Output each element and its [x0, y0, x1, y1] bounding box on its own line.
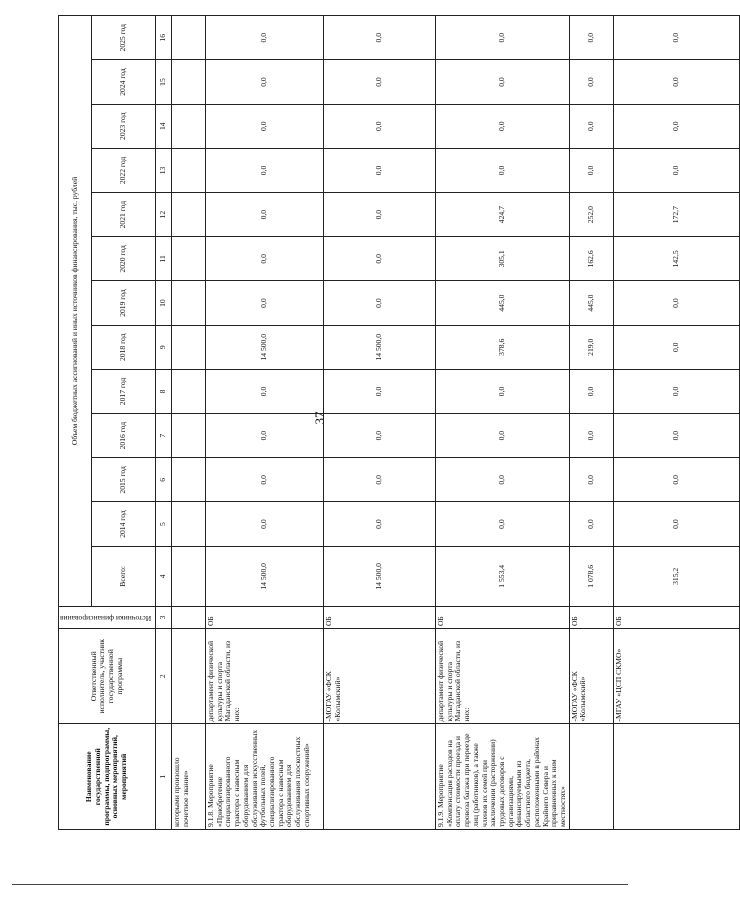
row-year-value-cell: 219,0 [569, 325, 613, 369]
row-year-value-cell: 0,0 [205, 502, 323, 546]
row-year-value-cell: 0,0 [205, 148, 323, 192]
row-year-value-cell: 0,0 [323, 16, 435, 60]
row-year-value-cell: 0,0 [569, 369, 613, 413]
row-year-value-cell: 0,0 [435, 414, 569, 458]
table-row [435, 16, 569, 830]
column-number: 7 [155, 414, 171, 458]
row-executor-cell: -МОГАУ «ФСК «Колымский» [323, 629, 435, 724]
row-year-value-cell: 0,0 [435, 458, 569, 502]
row-year-value-cell: 0,0 [323, 193, 435, 237]
row-year-value-cell: 172,7 [613, 193, 739, 237]
row-year-value-cell: 162,6 [569, 237, 613, 281]
row-name-cell: которыми произошло почетное звание» [171, 724, 205, 830]
row-year-value-cell: 0,0 [435, 148, 569, 192]
column-number: 14 [155, 104, 171, 148]
column-number: 12 [155, 193, 171, 237]
row-source-cell: ОБ [613, 606, 739, 628]
rotated-table-wrapper [58, 15, 680, 830]
row-executor-cell [171, 629, 205, 724]
column-number: 8 [155, 369, 171, 413]
row-year-value-cell: 445,0 [569, 281, 613, 325]
row-year-value-cell: 0,0 [569, 148, 613, 192]
row-year-value-cell: 0,0 [613, 148, 739, 192]
row-year-value-cell: 0,0 [435, 60, 569, 104]
column-number: 10 [155, 281, 171, 325]
page-number: 37 [312, 411, 327, 425]
header-source-label: Источники финансирования [60, 613, 152, 623]
row-year-value-cell: 0,0 [569, 502, 613, 546]
row-year-value-cell: 0,0 [205, 16, 323, 60]
table-row [613, 16, 739, 830]
row-year-value-cell: 0,0 [569, 414, 613, 458]
row-year-value-cell [171, 104, 205, 148]
row-year-value-cell: 0,0 [323, 281, 435, 325]
row-year-value-cell: 0,0 [323, 502, 435, 546]
row-year-value-cell: 252,0 [569, 193, 613, 237]
financing-table [58, 15, 740, 830]
row-year-value-cell [171, 193, 205, 237]
row-year-value-cell: 0,0 [205, 193, 323, 237]
row-year-value-cell: 0,0 [613, 60, 739, 104]
row-year-value-cell: 0,0 [323, 237, 435, 281]
header-year: 2018 год [92, 325, 156, 369]
table-row [323, 16, 435, 830]
row-year-value-cell [171, 369, 205, 413]
header-year: 2022 год [92, 148, 156, 192]
header-source [59, 606, 156, 628]
column-number: 16 [155, 16, 171, 60]
row-year-value-cell: 0,0 [613, 281, 739, 325]
row-year-value-cell: 14 500,0 [323, 325, 435, 369]
row-name-cell [323, 724, 435, 830]
row-year-value-cell [171, 458, 205, 502]
header-executor: Ответственный исполнитель, участник государственной программы [59, 629, 156, 724]
table-row [569, 16, 613, 830]
row-year-value-cell: 0,0 [205, 458, 323, 502]
row-year-value-cell: 0,0 [323, 148, 435, 192]
row-year-value-cell: 0,0 [569, 458, 613, 502]
row-executor-cell: департамент физической культуры и спорта Магаданской области, из них: [435, 629, 569, 724]
row-year-value-cell: 0,0 [205, 60, 323, 104]
row-year-value-cell [171, 148, 205, 192]
column-number: 13 [155, 148, 171, 192]
row-total-cell [171, 546, 205, 606]
row-year-value-cell: 305,1 [435, 237, 569, 281]
column-number: 6 [155, 458, 171, 502]
table-row [171, 16, 205, 830]
column-number: 5 [155, 502, 171, 546]
row-year-value-cell: 0,0 [323, 369, 435, 413]
row-name-cell: 9.1.9. Мероприятие «Компенсация расходов на оплату стоимости проезда и провоза багажа при переезде лиц (работников), а также членов их семей при заключении (расторжении) трудовых договоров с организациями, финансируемыми из областного бюджета, расположенными в районах Крайнего Севера и приравненных к ним местностях» [435, 724, 569, 830]
header-year: 2017 год [92, 369, 156, 413]
row-year-value-cell: 0,0 [569, 60, 613, 104]
row-name-cell [569, 724, 613, 830]
row-year-value-cell: 0,0 [435, 502, 569, 546]
header-year: 2021 год [92, 193, 156, 237]
row-executor-cell: департамент физической культуры и спорта Магаданской области, из них: [205, 629, 323, 724]
header-year: 2025 год [92, 16, 156, 60]
header-year: 2016 год [92, 414, 156, 458]
row-year-value-cell: 0,0 [205, 237, 323, 281]
row-year-value-cell: 0,0 [613, 414, 739, 458]
row-year-value-cell [171, 325, 205, 369]
row-year-value-cell: 0,0 [323, 60, 435, 104]
row-year-value-cell [171, 281, 205, 325]
column-number: 9 [155, 325, 171, 369]
row-year-value-cell: 0,0 [613, 325, 739, 369]
column-number: 15 [155, 60, 171, 104]
row-year-value-cell: 0,0 [323, 414, 435, 458]
row-source-cell: ОБ [569, 606, 613, 628]
row-year-value-cell: 0,0 [205, 104, 323, 148]
header-row-1 [59, 16, 92, 830]
header-volume: Объем бюджетных ассигнований и иных источников финансирования, тыс. рублей [59, 16, 92, 607]
row-year-value-cell: 14 500,0 [205, 325, 323, 369]
column-number: 3 [155, 606, 171, 628]
header-year: 2020 год [92, 237, 156, 281]
row-year-value-cell: 0,0 [323, 104, 435, 148]
row-year-value-cell: 0,0 [613, 104, 739, 148]
row-total-cell: 14 500,0 [323, 546, 435, 606]
row-year-value-cell: 0,0 [205, 369, 323, 413]
row-year-value-cell [171, 16, 205, 60]
row-year-value-cell: 0,0 [435, 16, 569, 60]
row-year-value-cell: 424,7 [435, 193, 569, 237]
row-year-value-cell [171, 60, 205, 104]
row-total-cell: 1 078,6 [569, 546, 613, 606]
column-number-row [155, 16, 171, 830]
header-year: 2015 год [92, 458, 156, 502]
row-total-cell: 1 553,4 [435, 546, 569, 606]
table-body [171, 16, 739, 830]
header-year: 2019 год [92, 281, 156, 325]
row-year-value-cell: 0,0 [569, 16, 613, 60]
row-source-cell: ОБ [435, 606, 569, 628]
row-year-value-cell: 0,0 [205, 281, 323, 325]
header-year: 2014 год [92, 502, 156, 546]
header-name: Наименование государственной программы, подпрограммы, основных мероприятий, мероприятий [59, 724, 156, 830]
header-year: 2023 год [92, 104, 156, 148]
row-year-value-cell [171, 502, 205, 546]
header-year: 2024 год [92, 60, 156, 104]
row-year-value-cell: 0,0 [435, 104, 569, 148]
row-source-cell: ОБ [323, 606, 435, 628]
row-year-value-cell: 0,0 [435, 369, 569, 413]
table-row [205, 16, 323, 830]
row-year-value-cell: 0,0 [205, 414, 323, 458]
row-name-cell: 9.1.8. Мероприятие «Приобретение специализированного трактора с навесным оборудованием для обслуживания искусственных футбольных полей, специализированного трактора с навесным оборудованием для обслуживания плоскостных спортивных сооружений» [205, 724, 323, 830]
column-number: 2 [155, 629, 171, 724]
row-name-cell [613, 724, 739, 830]
row-year-value-cell: 445,0 [435, 281, 569, 325]
row-year-value-cell [171, 237, 205, 281]
row-total-cell: 315,2 [613, 546, 739, 606]
row-executor-cell: -МГАУ «ЦСП СКМО» [613, 629, 739, 724]
row-source-cell [171, 606, 205, 628]
header-total: Всего: [92, 546, 156, 606]
column-number: 11 [155, 237, 171, 281]
row-year-value-cell: 0,0 [613, 369, 739, 413]
row-year-value-cell: 0,0 [613, 458, 739, 502]
row-executor-cell: -МОГАУ «ФСК «Колымский» [569, 629, 613, 724]
bottom-rule [12, 884, 628, 885]
column-number: 4 [155, 546, 171, 606]
column-number: 1 [155, 724, 171, 830]
row-year-value-cell: 0,0 [613, 502, 739, 546]
row-year-value-cell: 0,0 [323, 458, 435, 502]
row-year-value-cell [171, 414, 205, 458]
row-year-value-cell: 142,5 [613, 237, 739, 281]
row-source-cell: ОБ [205, 606, 323, 628]
row-year-value-cell: 378,6 [435, 325, 569, 369]
row-total-cell: 14 500,0 [205, 546, 323, 606]
row-year-value-cell: 0,0 [569, 104, 613, 148]
row-year-value-cell: 0,0 [613, 16, 739, 60]
